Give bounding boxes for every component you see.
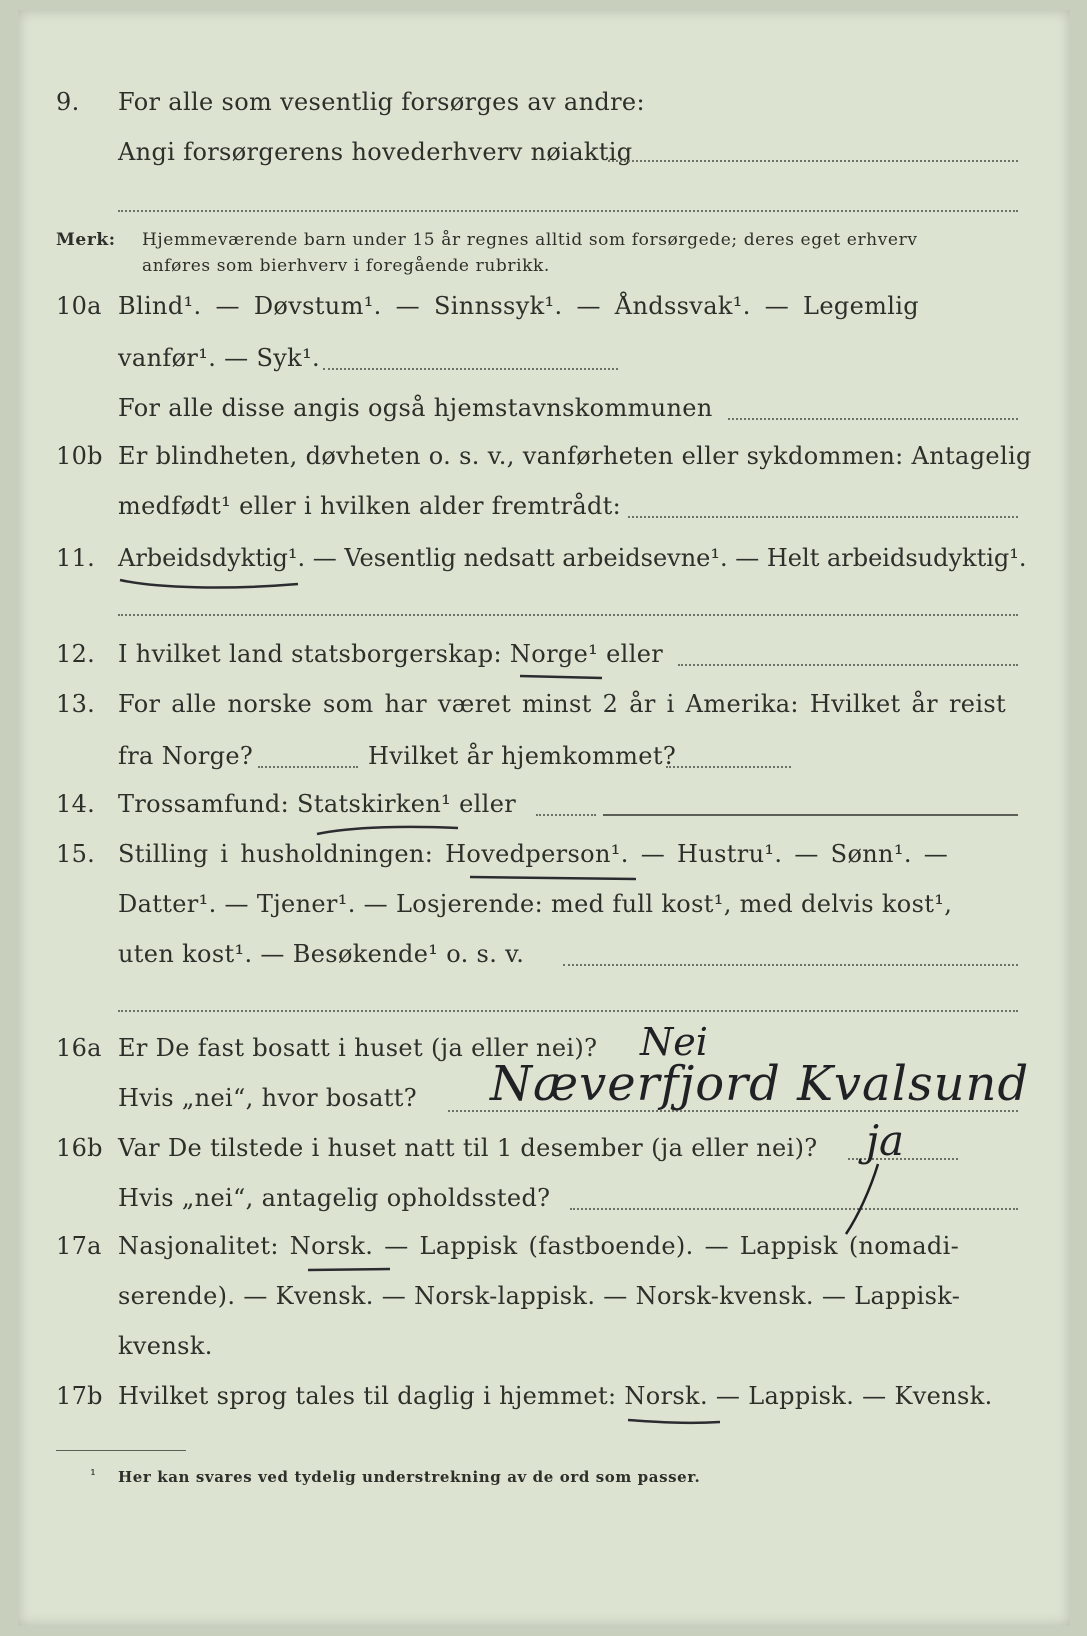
q10a-syk-line — [323, 368, 618, 370]
q15-line1: Stilling i husholdningen: Hovedperson¹. — Hustru¹. — Sønn¹. — — [118, 840, 949, 868]
q16b-opholdssted-line — [570, 1208, 1018, 1210]
merk-line2: anføres som bierhverv i foregående rubrikk. — [142, 256, 550, 276]
q10a-line3: For alle disse angis også hjemstavnskommunen — [118, 394, 713, 422]
q16a-line2: Hvis „nei“, hvor bosatt? — [118, 1084, 417, 1112]
footnote-mark: ¹ — [90, 1466, 97, 1484]
q9-line2: Angi forsørgerens hovederhverv nøiaktig — [118, 138, 633, 166]
q10a-line1: Blind¹. — Døvstum¹. — Sinnssyk¹. — Åndssvak¹. — Legemlig — [118, 292, 920, 320]
footnote-text: Her kan svares ved tydelig understrekning av de ord som passer. — [118, 1468, 701, 1486]
q14-answer-line-b — [603, 814, 1018, 816]
q9-answer-line — [608, 160, 1018, 162]
merk-label: Merk: — [56, 230, 116, 250]
q10a-line2: vanfør¹. — Syk¹. — [118, 344, 321, 372]
q14-line1: Trossamfund: Statskirken¹ eller — [118, 790, 517, 818]
q13-line1: For alle norske som har været minst 2 år i Amerika: Hvilket år reist — [118, 690, 1007, 718]
q11-number: 11. — [56, 544, 96, 572]
q12-norge-underline — [518, 672, 608, 686]
q16b-number: 16b — [56, 1134, 103, 1162]
footnote-separator — [56, 1450, 186, 1451]
q11-line1: Arbeidsdyktig¹. — Vesentlig nedsatt arbeidsevne¹. — Helt arbeidsudyktig¹. — [118, 544, 1027, 572]
q16b-handwritten-stroke — [838, 1160, 888, 1240]
q17a-norsk-underline — [306, 1264, 396, 1278]
q15-hovedperson-underline — [468, 872, 643, 886]
q16b-line2: Hvis „nei“, antagelig opholdssted? — [118, 1184, 551, 1212]
q15-number: 15. — [56, 840, 96, 868]
q12-answer-line — [678, 664, 1018, 666]
q17a-line1: Nasjonalitet: Norsk. — Lappisk (fastboende). — Lappisk (nomadi- — [118, 1232, 960, 1260]
q14-answer-line-a — [536, 814, 596, 816]
q16a-number: 16a — [56, 1034, 102, 1062]
q17b-norsk-underline — [626, 1414, 726, 1430]
q10a-hjemstavn-line — [728, 418, 1018, 420]
q9-extra-line — [118, 210, 1018, 212]
q10a-number: 10a — [56, 292, 102, 320]
q17a-line2: serende). — Kvensk. — Norsk-lappisk. — Norsk-kvensk. — Lappisk- — [118, 1282, 961, 1310]
q17a-line3: kvensk. — [118, 1332, 213, 1360]
q17b-line1: Hvilket sprog tales til daglig i hjemmet: Norsk. — Lappisk. — Kvensk. — [118, 1382, 993, 1410]
q10b-answer-line — [628, 516, 1018, 518]
q12-number: 12. — [56, 640, 96, 668]
q9-number: 9. — [56, 88, 80, 116]
q13-line2a: fra Norge? — [118, 742, 254, 770]
q13-line2b: Hvilket år hjemkommet? — [368, 742, 677, 770]
q10b-line2: medfødt¹ eller i hvilken alder fremtrådt: — [118, 492, 622, 520]
q11-handwritten-underline — [116, 576, 306, 596]
census-form-page — [18, 10, 1070, 1626]
q14-number: 14. — [56, 790, 96, 818]
q16a-answer1-handwriting: Nei — [640, 1020, 708, 1064]
merk-line1: Hjemmeværende barn under 15 år regnes alltid som forsørgede; deres eget erhverv — [142, 230, 918, 250]
q17a-number: 17a — [56, 1232, 102, 1260]
q16a-answer2-handwriting: Næverfjord Kvalsund — [490, 1056, 1030, 1112]
q10b-line1: Er blindheten, døvheten o. s. v., vanførheten eller sykdommen: Antagelig — [118, 442, 1032, 470]
q16b-line1: Var De tilstede i huset natt til 1 desember (ja eller nei)? — [118, 1134, 818, 1162]
q15-answer-line — [563, 964, 1018, 966]
q15-line3: uten kost¹. — Besøkende¹ o. s. v. — [118, 940, 525, 968]
q15-line2: Datter¹. — Tjener¹. — Losjerende: med full kost¹, med delvis kost¹, — [118, 890, 953, 918]
q15-extra-line — [118, 1010, 1018, 1012]
q9-line1: For alle som vesentlig forsørges av andre: — [118, 88, 645, 116]
q10b-number: 10b — [56, 442, 103, 470]
q16b-answer1-handwriting: ja — [866, 1116, 905, 1165]
q13-hjemkommet-line — [666, 766, 791, 768]
q11-extra-line — [118, 614, 1018, 616]
q13-number: 13. — [56, 690, 96, 718]
q17b-number: 17b — [56, 1382, 103, 1410]
q12-line1: I hvilket land statsborgerskap: Norge¹ eller — [118, 640, 664, 668]
q13-reist-line — [258, 766, 358, 768]
q16a-line1: Er De fast bosatt i huset (ja eller nei)? — [118, 1034, 598, 1062]
